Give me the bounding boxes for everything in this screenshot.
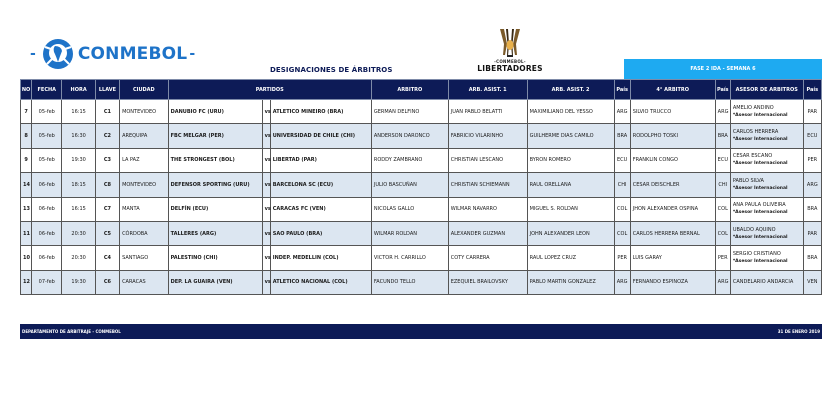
cell-visiting-team: UNIVERSIDAD DE CHILE (CHI) <box>270 124 371 148</box>
libertadores-title: LIBERTADORES <box>477 64 543 73</box>
logo-dash-right: - <box>189 46 196 62</box>
cell-ciudad: SANTIAGO <box>120 246 169 270</box>
cell-pais-2: COL <box>715 197 730 221</box>
libertadores-sub: -CONMEBOL- <box>494 59 526 64</box>
cell-pais-1: BRA <box>614 124 630 148</box>
col-ciudad: CIUDAD <box>120 80 169 100</box>
conmebol-ball-icon <box>41 37 75 71</box>
phase-banner: FASE 2 IDA - SEMANA 6 <box>624 59 822 79</box>
cell-visiting-team: LIBERTAD (PAR) <box>270 148 371 172</box>
cell-fecha: 06-feb <box>32 221 62 245</box>
cell-asesor <box>730 100 803 124</box>
footer-date: 31 DE ENERO 2019 <box>777 329 820 334</box>
cell-asesor <box>730 124 803 148</box>
cell-llave: C5 <box>95 221 119 245</box>
cell-hora: 16:15 <box>62 100 95 124</box>
cell-ciudad: MONTEVIDEO <box>120 173 169 197</box>
cell-fecha: 05-feb <box>32 124 62 148</box>
cell-visiting-team: ATLETICO MINEIRO (BRA) <box>270 100 371 124</box>
asesor-name: AMELIO ANDINO <box>732 104 774 111</box>
cell-llave: C6 <box>95 270 119 294</box>
cell-asist1: EZEQUIEL BRAILOVSKY <box>448 270 527 294</box>
cell-pais-3: PAR <box>803 221 821 245</box>
cell-vs: vs <box>262 270 270 294</box>
table-row <box>21 124 822 148</box>
cell-cuarto-arbitro: CESAR DEISCHLER <box>630 173 715 197</box>
cell-local-team: DEFENSOR SPORTING (URU) <box>168 173 262 197</box>
cell-pais-2: ARG <box>715 270 730 294</box>
cell-asist2: RAUL ORELLANA <box>527 173 614 197</box>
cell-llave: C8 <box>95 173 119 197</box>
conmebol-wordmark: CONMEBOL <box>77 44 188 64</box>
cell-cuarto-arbitro: LUIS GARAY <box>630 246 715 270</box>
col-pais-1: País <box>614 80 630 100</box>
cell-hora: 20:30 <box>62 246 95 270</box>
table-row <box>21 197 822 221</box>
cell-asist1: WILMAR NAVARRO <box>448 197 527 221</box>
cell-local-team: DELFÍN (ECU) <box>168 197 262 221</box>
cell-asesor <box>730 270 803 294</box>
col-pais-3: País <box>803 80 821 100</box>
cell-asesor <box>730 173 803 197</box>
cell-pais-1: PER <box>614 246 630 270</box>
cell-pais-3: BRA <box>803 246 821 270</box>
cell-no: 11 <box>21 221 32 245</box>
cell-cuarto-arbitro: FERNANDO ESPINOZA <box>630 270 715 294</box>
cell-arbitro: NICOLAS GALLO <box>371 197 448 221</box>
cell-no: 8 <box>21 124 32 148</box>
col-partidos: PARTIDOS <box>168 80 371 100</box>
cell-no: 14 <box>21 173 32 197</box>
cell-asesor <box>730 148 803 172</box>
col-no: NO <box>21 80 32 100</box>
cell-local-team: FBC MELGAR (PER) <box>168 124 262 148</box>
cell-llave: C2 <box>95 124 119 148</box>
cell-asesor <box>730 246 803 270</box>
cell-visiting-team: BARCELONA SC (ECU) <box>270 173 371 197</box>
cell-pais-2: ARG <box>715 100 730 124</box>
cell-llave: C4 <box>95 246 119 270</box>
table-row <box>21 246 822 270</box>
cell-vs: vs <box>262 124 270 148</box>
cell-asist2: PABLO MARTIN GONZALEZ <box>527 270 614 294</box>
cell-asist1: COTY CARRERA <box>448 246 527 270</box>
cell-fecha: 07-feb <box>32 270 62 294</box>
cell-vs: vs <box>262 246 270 270</box>
cell-hora: 20:30 <box>62 221 95 245</box>
cell-cuarto-arbitro: JHON ALEXANDER OSPINA <box>630 197 715 221</box>
cell-fecha: 05-feb <box>32 100 62 124</box>
asesor-note: *Asesor Internacional <box>732 210 788 216</box>
cell-vs: vs <box>262 100 270 124</box>
cell-pais-1: COL <box>614 221 630 245</box>
cell-local-team: THE STRONGEST (BOL) <box>168 148 262 172</box>
cell-visiting-team: ATLETICO NACIONAL (COL) <box>270 270 371 294</box>
cell-arbitro: JULIO BASCUÑAN <box>371 173 448 197</box>
cell-pais-2: BRA <box>715 124 730 148</box>
designations-table <box>20 79 822 295</box>
cell-asist2: MAXIMILIANO DEL YESSO <box>527 100 614 124</box>
cell-hora: 16:15 <box>62 197 95 221</box>
asesor-note: *Asesor Internacional <box>732 161 788 167</box>
cell-vs: vs <box>262 148 270 172</box>
cell-vs: vs <box>262 197 270 221</box>
asesor-name: CANDELARIO ANDARCIA <box>732 278 794 285</box>
table-row <box>21 221 822 245</box>
cell-pais-2: PER <box>715 246 730 270</box>
cell-asist1: JUAN PABLO BELATTI <box>448 100 527 124</box>
asesor-name: CESAR ESCANO <box>732 153 773 160</box>
cell-hora: 19:30 <box>62 270 95 294</box>
asesor-name: SERGIO CRISTIANO <box>732 251 781 258</box>
cell-no: 13 <box>21 197 32 221</box>
asesor-note: *Asesor Internacional <box>732 137 788 143</box>
col-asist2: ARB. ASIST. 2 <box>527 80 614 100</box>
cell-ciudad: CÓRDOBA <box>120 221 169 245</box>
asesor-name: PABLO SILVA <box>732 177 764 184</box>
cell-asesor <box>730 221 803 245</box>
cell-arbitro: ANDERSON DARONCO <box>371 124 448 148</box>
cell-visiting-team: SAO PAULO (BRA) <box>270 221 371 245</box>
asesor-note: *Asesor Internacional <box>732 259 788 265</box>
asesor-name: ANA PAULA OLIVEIRA <box>732 202 786 209</box>
cell-arbitro: GERMAN DELFINO <box>371 100 448 124</box>
cell-pais-3: PER <box>803 148 821 172</box>
col-hora: HORA <box>62 80 95 100</box>
cell-pais-2: ECU <box>715 148 730 172</box>
cell-no: 10 <box>21 246 32 270</box>
col-fecha: FECHA <box>32 80 62 100</box>
asesor-name: UBALDO AQUINO <box>732 226 776 233</box>
cell-arbitro: VICTOR H. CARRILLO <box>371 246 448 270</box>
asesor-name: CARLOS HERRERA <box>732 129 779 136</box>
cell-visiting-team: CARACAS FC (VEN) <box>270 197 371 221</box>
table-header-row <box>21 80 822 100</box>
logo-dash-left: - <box>30 46 36 62</box>
col-arbitro: ARBITRO <box>371 80 448 100</box>
conmebol-logo <box>28 33 197 75</box>
cell-arbitro: FACUNDO TELLO <box>371 270 448 294</box>
asesor-note: *Asesor Internacional <box>732 234 788 240</box>
table-row <box>21 100 822 124</box>
col-asist1: ARB. ASIST. 1 <box>448 80 527 100</box>
cell-local-team: TALLERES (ARG) <box>168 221 262 245</box>
cell-asesor <box>730 197 803 221</box>
libertadores-trophy-icon <box>496 28 524 58</box>
cell-asist2: GUILHERME DIAS CAMILO <box>527 124 614 148</box>
cell-cuarto-arbitro: CARLOS HERRERA BERNAL <box>630 221 715 245</box>
cell-visiting-team: INDEP. MEDELLIN (COL) <box>270 246 371 270</box>
cell-llave: C3 <box>95 148 119 172</box>
cell-arbitro: RODDY ZAMBRANO <box>371 148 448 172</box>
cell-pais-1: CHI <box>614 173 630 197</box>
asesor-note: *Asesor Internacional <box>732 185 788 191</box>
cell-pais-3: BRA <box>803 197 821 221</box>
cell-no: 12 <box>21 270 32 294</box>
cell-pais-2: COL <box>715 221 730 245</box>
table-row <box>21 270 822 294</box>
cell-local-team: PALESTINO (CHI) <box>168 246 262 270</box>
cell-pais-3: ECU <box>803 124 821 148</box>
cell-ciudad: MONTEVIDEO <box>120 100 169 124</box>
footer-department: DEPARTAMENTO DE ARBITRAJE - CONMEBOL <box>22 329 121 334</box>
cell-local-team: DANUBIO FC (URU) <box>168 100 262 124</box>
cell-asist1: FABRICIO VILARINHO <box>448 124 527 148</box>
cell-ciudad: MANTA <box>120 197 169 221</box>
libertadores-logo <box>470 28 550 76</box>
cell-asist2: JOHN ALEXANDER LEON <box>527 221 614 245</box>
cell-pais-1: COL <box>614 197 630 221</box>
cell-asist1: CHRISTIAN LESCANO <box>448 148 527 172</box>
cell-cuarto-arbitro: RODOLPHO TOSKI <box>630 124 715 148</box>
cell-no: 7 <box>21 100 32 124</box>
cell-ciudad: LA PAZ <box>120 148 169 172</box>
cell-ciudad: CARACAS <box>120 270 169 294</box>
col-cuarto-arbitro: 4° ARBITRO <box>630 80 715 100</box>
table-row <box>21 148 822 172</box>
asesor-note: *Asesor Internacional <box>732 112 788 118</box>
col-asesor: ASESOR DE ARBITROS <box>730 80 803 100</box>
cell-pais-3: VEN <box>803 270 821 294</box>
cell-fecha: 06-feb <box>32 197 62 221</box>
cell-pais-1: ECU <box>614 148 630 172</box>
table-row <box>21 173 822 197</box>
cell-no: 9 <box>21 148 32 172</box>
cell-pais-1: ARG <box>614 100 630 124</box>
cell-fecha: 05-feb <box>32 148 62 172</box>
cell-ciudad: AREQUIPA <box>120 124 169 148</box>
cell-asist2: BYRON ROMERO <box>527 148 614 172</box>
cell-hora: 18:15 <box>62 173 95 197</box>
cell-pais-1: ARG <box>614 270 630 294</box>
cell-pais-3: ARG <box>803 173 821 197</box>
cell-hora: 19:30 <box>62 148 95 172</box>
cell-asist2: MIGUEL S. ROLDAN <box>527 197 614 221</box>
cell-cuarto-arbitro: SILVIO TRUCCO <box>630 100 715 124</box>
cell-vs: vs <box>262 173 270 197</box>
document-title: DESIGNACIONES DE ÁRBITROS <box>270 66 393 74</box>
cell-llave: C7 <box>95 197 119 221</box>
cell-vs: vs <box>262 221 270 245</box>
cell-arbitro: WILMAR ROLDAN <box>371 221 448 245</box>
footer-bar <box>20 324 822 339</box>
cell-hora: 16:30 <box>62 124 95 148</box>
cell-asist2: RAUL LOPEZ CRUZ <box>527 246 614 270</box>
cell-cuarto-arbitro: FRANKLIN CONGO <box>630 148 715 172</box>
cell-asist1: ALEXANDER GUZMAN <box>448 221 527 245</box>
cell-local-team: DEP. LA GUAIRA (VEN) <box>168 270 262 294</box>
cell-fecha: 06-feb <box>32 173 62 197</box>
cell-pais-2: CHI <box>715 173 730 197</box>
col-pais-2: País <box>715 80 730 100</box>
cell-llave: C1 <box>95 100 119 124</box>
cell-fecha: 06-feb <box>32 246 62 270</box>
cell-asist1: CHRISTIAN SCHIEMANN <box>448 173 527 197</box>
cell-pais-3: PAR <box>803 100 821 124</box>
col-llave: LLAVE <box>95 80 119 100</box>
